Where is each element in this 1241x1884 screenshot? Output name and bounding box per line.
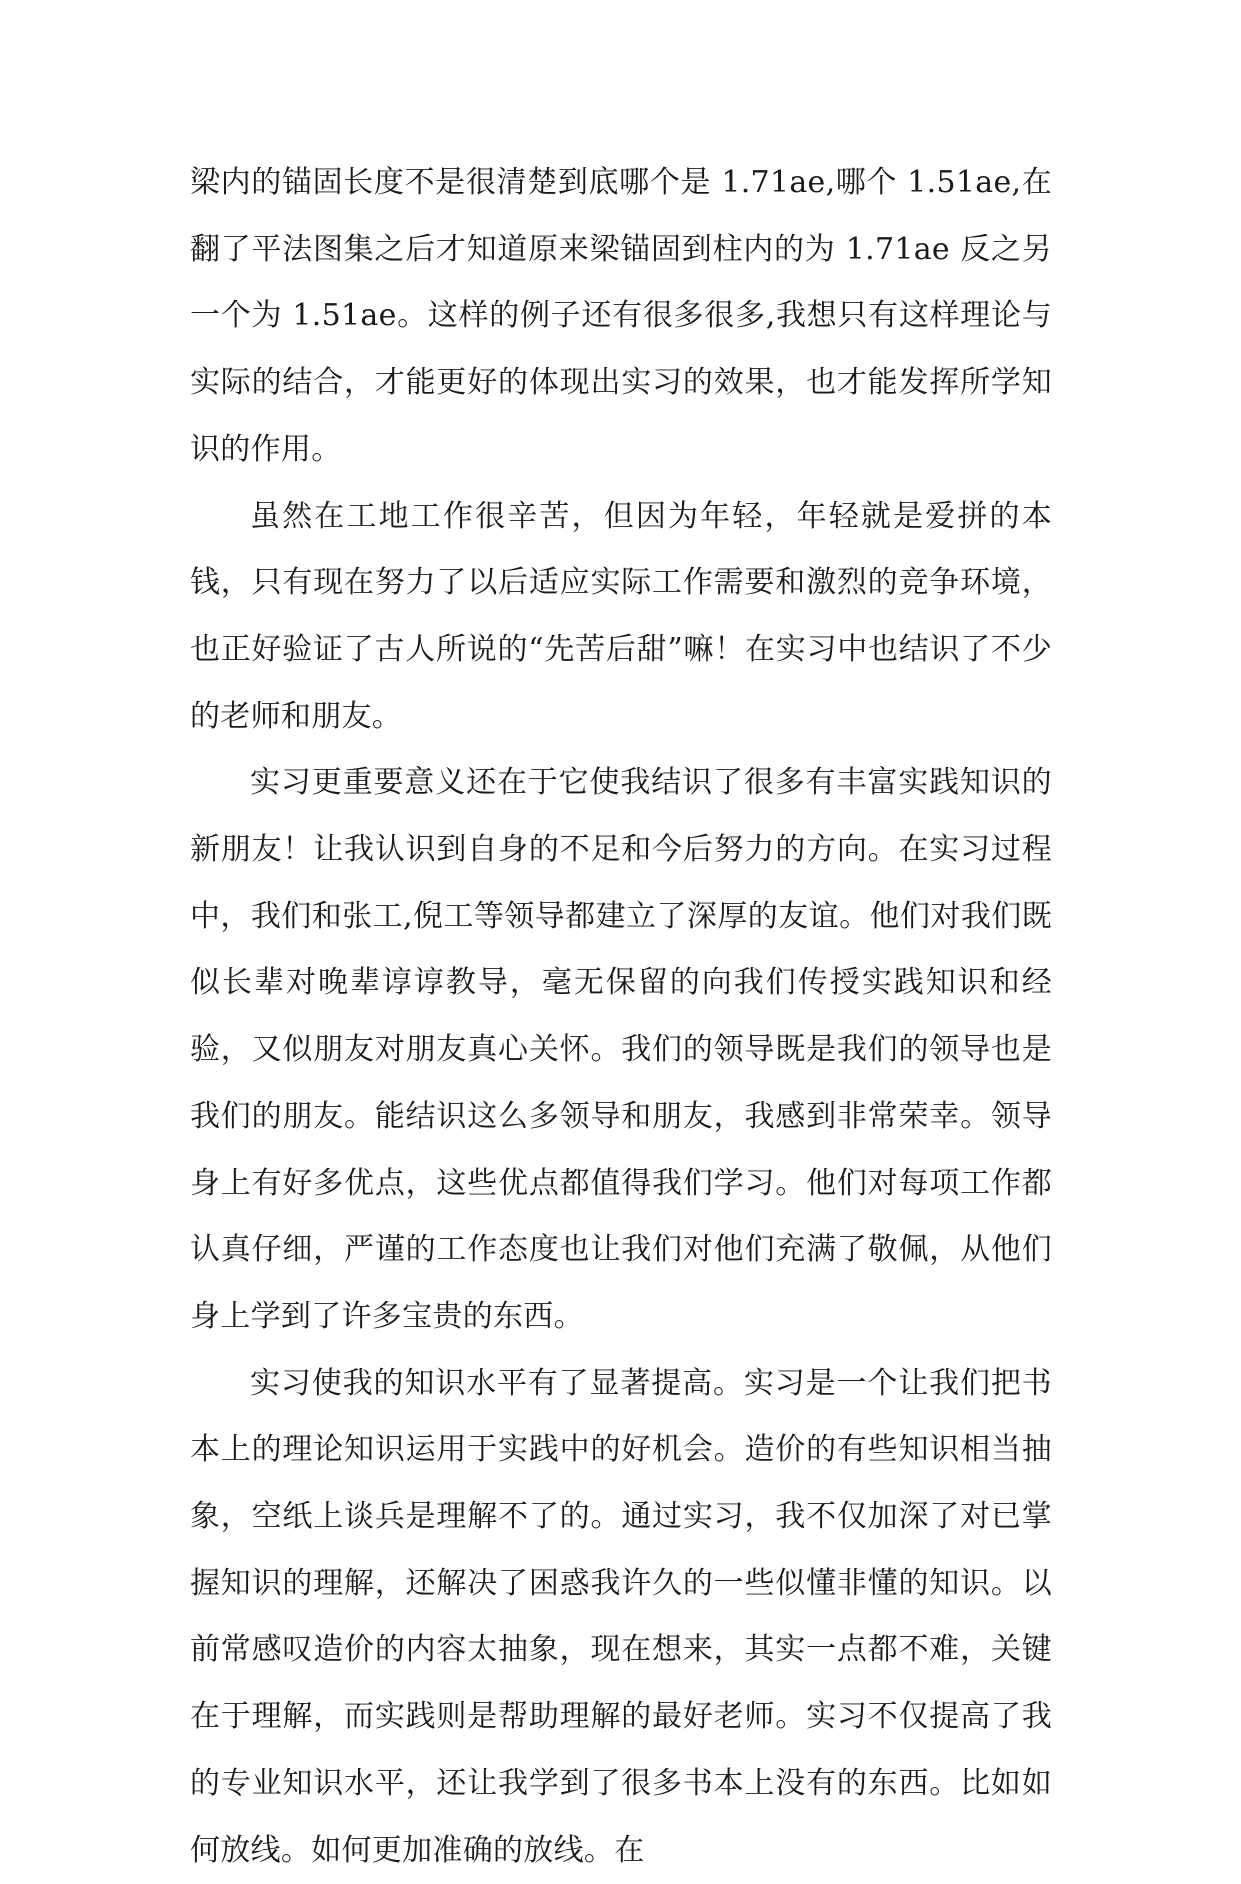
paragraph-2: 虽然在工地工作很辛苦，但因为年轻，年轻就是爱拼的本钱，只有现在努力了以后适应实际工作需要和激烈的竞争环境，也正好验证了古人所说的“先苦后甜”嘛！在实习中也结识了不少的老师和朋友。 <box>190 498 1052 734</box>
paragraph-4: 实习使我的知识水平有了显著提高。实习是一个让我们把书本上的理论知识运用于实践中的好机会。造价的有些知识相当抽象，空纸上谈兵是理解不了的。通过实习，我不仅加深了对已掌握知识的理解，还解决了困惑我许久的一些似懂非懂的知识。以前常感叹造价的内容太抽象，现在想来，其实一点都不难，关键在于理解，而实践则是帮助理解的最好老师。实习不仅提高了我的专业知识水平，还让我学到了很多书本上没有的东西。比如如何放线。如何更加准确的放线。在 <box>190 1365 1052 1868</box>
paragraph-3: 实习更重要意义还在于它使我结识了很多有丰富实践知识的新朋友！让我认识到自身的不足和今后努力的方向。在实习过程中，我们和张工,倪工等领导都建立了深厚的友谊。他们对我们既似长辈对晚辈谆谆教导，毫无保留的向我们传授实践知识和经验，又似朋友对朋友真心关怀。我们的领导既是我们的领导也是我们的朋友。能结识这么多领导和朋友，我感到非常荣幸。领导身上有好多优点，这些优点都值得我们学习。他们对每项工作都认真仔细，严谨的工作态度也让我们对他们充满了敬佩，从他们身上学到了许多宝贵的东西。 <box>190 765 1052 1334</box>
document-page <box>190 150 1052 1884</box>
paragraph-1: 梁内的锚固长度不是很清楚到底哪个是 1.71ae,哪个 1.51ae,在翻了平法图集之后才知道原来梁锚固到柱内的为 1.71ae 反之另一个为 1.51ae。这样的例子还有很多很多,我想只有这样理论与实际的结合，才能更好的体现出实习的效果，也才能发挥所学知识的作用。 <box>190 165 1052 467</box>
